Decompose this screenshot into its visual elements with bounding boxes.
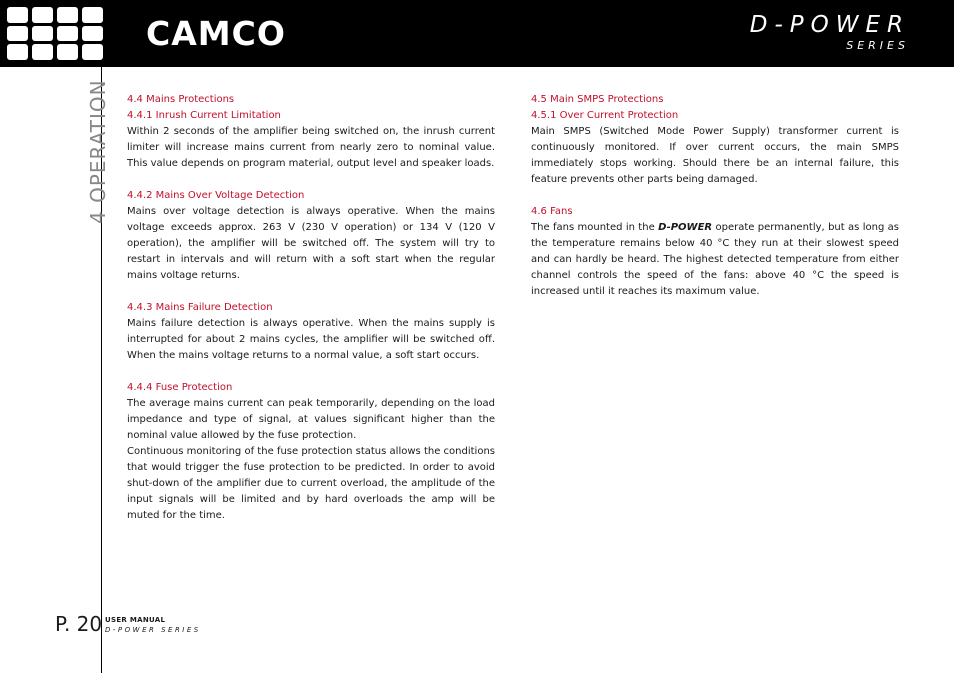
heading-4-4-4: 4.4.4 Fuse Protection [127, 382, 233, 393]
heading-4-4: 4.4 Mains Protections [127, 94, 235, 105]
right-column [531, 92, 899, 300]
heading-4-5: 4.5 Main SMPS Protections [531, 94, 664, 105]
product-title: D-POWER [749, 12, 910, 38]
left-column [127, 92, 495, 524]
heading-4-6: 4.6 Fans [531, 206, 573, 217]
product-series: SERIES [846, 39, 909, 52]
heading-4-4-3: 4.4.3 Mains Failure Detection [127, 302, 273, 313]
section-title: 4 OPERATION [86, 79, 110, 224]
grid-logo-icon [7, 7, 103, 60]
heading-4-4-2: 4.4.2 Mains Over Voltage Detection [127, 190, 305, 201]
paragraph-4-4-4b: Continuous monitoring of the fuse protection status allows the conditions that would trigger the fuse protection to be predicted. In order to avoid shut-down of the amplifier due to current overload, the amplitude of the input signals will be limited and by hard overloads the amp will be muted for the time. [127, 446, 495, 521]
paragraph-4-4-3: Mains failure detection is always operative. When the mains supply is interrupted for about 2 mains cycles, the amplifier will be switched off. When the mains voltage returns to a normal value, a soft start occurs. [127, 318, 495, 361]
brand-logo: CAMCO [146, 14, 286, 53]
footer-manual: USER MANUAL [105, 616, 166, 624]
section-side-label [52, 79, 110, 224]
paragraph-4-4-1: Within 2 seconds of the amplifier being switched on, the inrush current limiter will increase mains current from nearly zero to nominal value. This value depends on program material, output level and speaker loads. [127, 126, 495, 169]
paragraph-4-4-2: Mains over voltage detection is always operative. When the mains voltage exceeds approx. 263 V (230 V operation) or 134 V (120 V operation), the amplifier will be switched off. The system will try to restart in intervals and will return with a soft start when the regular mains voltage returns. [127, 206, 495, 281]
footer-series: D-POWER SERIES [105, 626, 201, 634]
paragraph-4-6-pre: The fans mounted in the [531, 222, 659, 233]
heading-4-4-1: 4.4.1 Inrush Current Limitation [127, 110, 281, 121]
page-number: P. 20 [55, 612, 103, 636]
page-header [0, 0, 954, 67]
paragraph-4-6 [531, 220, 899, 300]
heading-4-5-1: 4.5.1 Over Current Protection [531, 110, 679, 121]
paragraph-4-6-post: operate permanently, but as long as the temperature remains below 40 °C they run at their slowest speed and can hardly be heard. The highest detected temperature from either channel controls the speed of the fans: above 40 °C the speed is increased until it reaches its maximum value. [531, 222, 900, 297]
paragraph-4-4-4a: The average mains current can peak temporarily, depending on the load impedance and type of signal, at values significant higher than the nominal value allowed by the fuse protection. [127, 398, 495, 441]
inline-brand: D-POWER [658, 222, 713, 233]
paragraph-4-5-1: Main SMPS (Switched Mode Power Supply) transformer current is continuously monitored. If over current occurs, the main SMPS immediately stops working. Should there be an internal failure, this feature prevents other parts being damaged. [531, 126, 899, 185]
